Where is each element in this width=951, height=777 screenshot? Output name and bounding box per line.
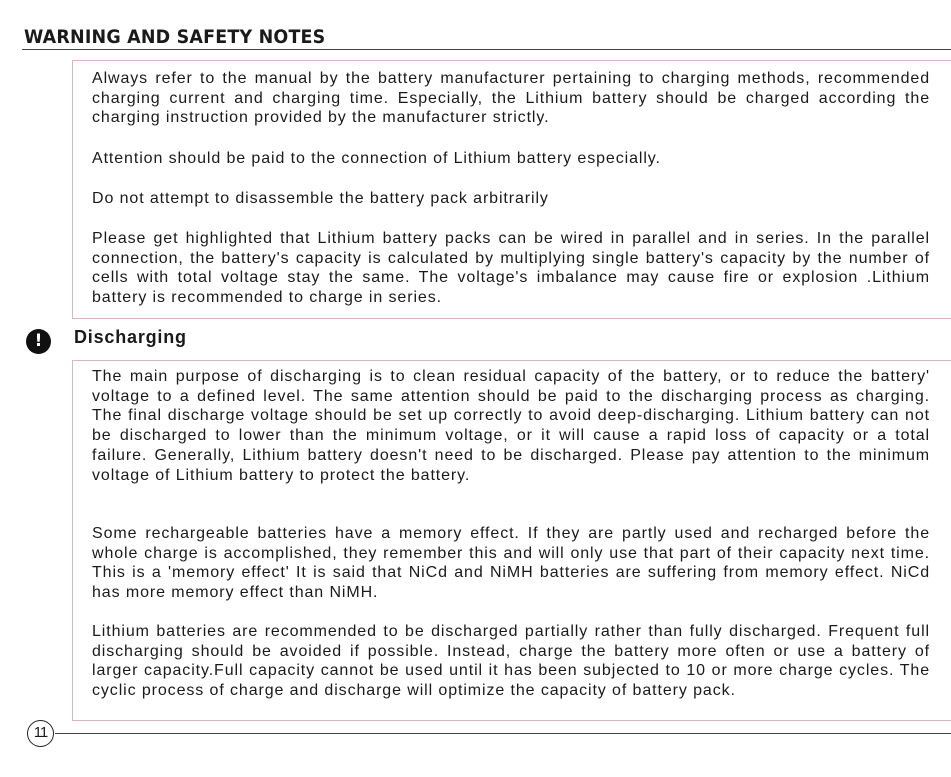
- page-number: 11: [27, 720, 54, 747]
- warning-paragraph-connection: Attention should be paid to the connection of Lithium battery especially.: [92, 150, 661, 167]
- section-title-discharging: Discharging: [74, 327, 187, 347]
- warning-paragraph-disassemble: Do not attempt to disassemble the battery pack arbitrarily: [92, 190, 549, 207]
- exclamation-icon: !: [26, 329, 51, 354]
- warning-paragraph-wiring: Please get highlighted that Lithium battery packs can be wired in parallel and in series. In the parallel connection, the battery's capacity is calculated by multiplying single battery's capacity by the number of cells with total voltage stay the same. The voltage's imbalance may cause fire or explosion .Lithium battery is recommended to charge in series.: [92, 230, 930, 307]
- discharging-paragraph-memory-effect: Some rechargeable batteries have a memory effect. If they are partly used and recharged before the whole charge is accomplished, they remember this and will only use that part of their capacity next time. This is a 'memory effect' It is said that NiCd and NiMH batteries are suffering from memory effect. NiCd has more memory effect than NiMH.: [92, 525, 930, 602]
- page-title: WARNING AND SAFETY NOTES: [24, 26, 326, 48]
- header-divider: [22, 49, 951, 50]
- discharging-paragraph-lithium: Lithium batteries are recommended to be discharged partially rather than fully discharged. Frequent full discharging should be avoided if possible. Instead, charge the battery more often or use a battery of larger capacity.Full capacity cannot be used until it has been subjected to 10 or more charge cycles. The cyclic process of charge and discharge will optimize the capacity of battery pack.: [92, 623, 930, 700]
- footer-divider: [55, 733, 951, 734]
- warning-paragraph-manual: Always refer to the manual by the battery manufacturer pertaining to charging methods, recommended charging current and charging time. Especially, the Lithium battery should be charged according the charging instruction provided by the manufacturer strictly.: [92, 70, 930, 127]
- discharging-paragraph-purpose: The main purpose of discharging is to clean residual capacity of the battery, or to reduce the battery' voltage to a defined level. The same attention should be paid to the discharging process as charging. The final discharge voltage should be set up correctly to avoid deep-discharging. Lithium battery can not be discharged to lower than the minimum voltage, or it will cause a rapid loss of capacity or a total failure. Generally, Lithium battery doesn't need to be discharged. Please pay attention to the minimum voltage of Lithium battery to protect the battery.: [92, 368, 930, 484]
